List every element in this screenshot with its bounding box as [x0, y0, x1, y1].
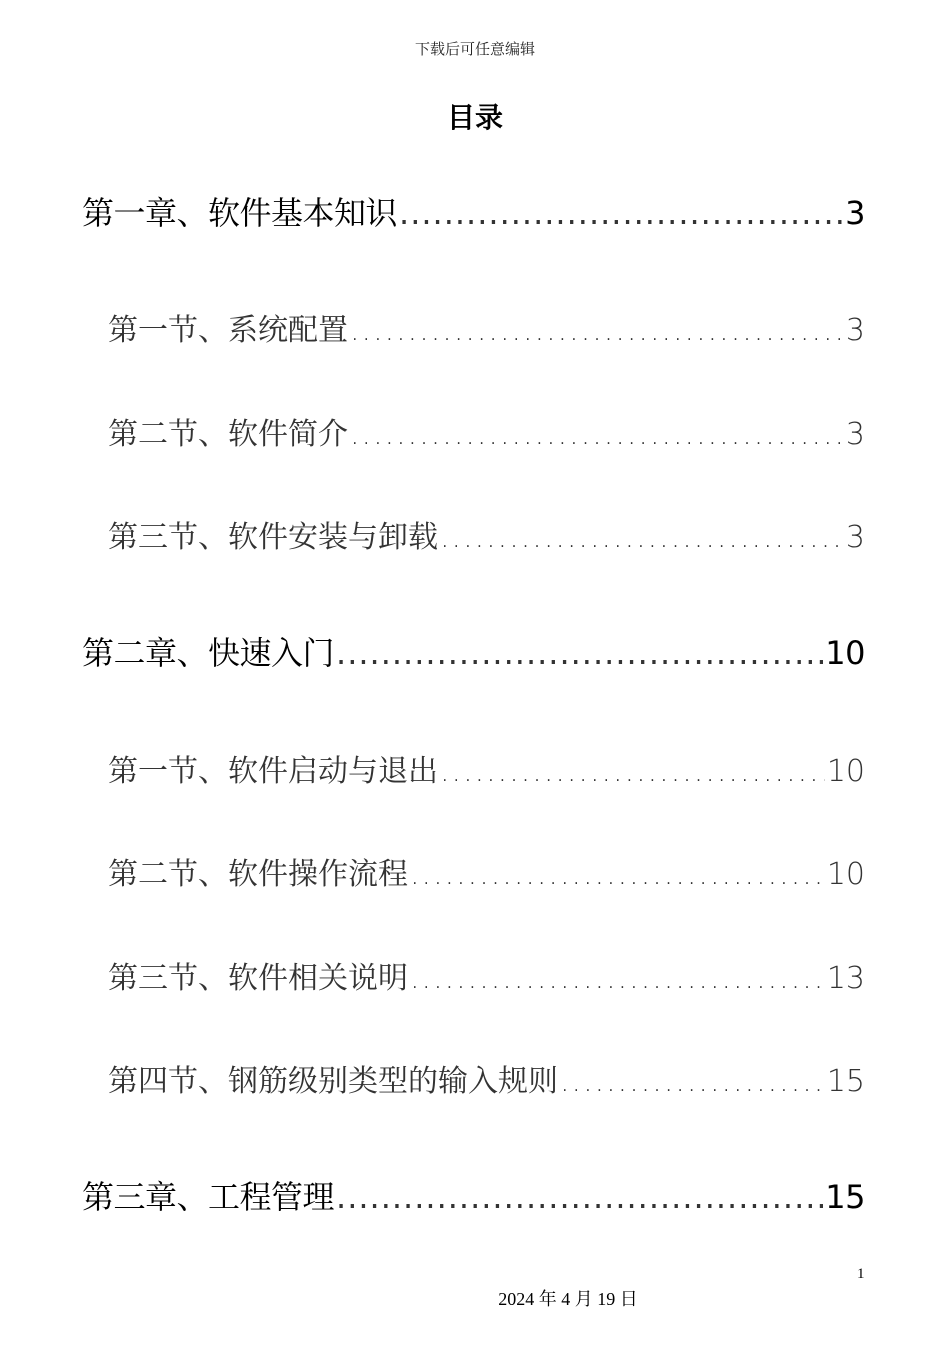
toc-leader-dots [440, 754, 825, 789]
toc-entry-page: 3 [845, 313, 865, 348]
toc-leader-dots [350, 313, 844, 348]
toc-entry-label: 第二节、软件操作流程 [108, 857, 408, 892]
page-number: 1 [857, 1266, 865, 1282]
toc-entry-label: 第二节、软件简介 [108, 417, 348, 452]
toc-title: 目录 [446, 101, 503, 134]
toc-entry-page: 15 [825, 1178, 865, 1216]
toc-entry-chapter-2[interactable] [82, 628, 865, 674]
toc-entry-label: 第三节、软件安装与卸载 [108, 520, 438, 555]
toc-leader-dots [399, 194, 843, 232]
toc-entry-label: 第三节、软件相关说明 [108, 961, 408, 996]
toc-entry-page: 10 [825, 634, 865, 672]
toc-leader-dots [350, 417, 844, 452]
toc-entry-chapter-3[interactable] [82, 1172, 865, 1218]
toc-leader-dots [410, 961, 825, 996]
toc-leader-dots [410, 857, 825, 892]
toc-entry-page: 15 [826, 1064, 865, 1099]
toc-entry-label: 第一节、软件启动与退出 [108, 754, 438, 789]
toc-leader-dots [336, 1178, 823, 1216]
toc-entry-page: 3 [845, 520, 865, 555]
toc-leader-dots [560, 1064, 825, 1099]
toc-entry-page: 3 [845, 417, 865, 452]
toc-entry-page: 13 [826, 961, 865, 996]
toc-entry-label: 第一章、软件基本知识 [82, 194, 398, 232]
header-note: 下载后可任意编辑 [414, 40, 535, 58]
toc-entry-chapter-1[interactable] [82, 188, 865, 234]
toc-entry-section-2-2[interactable] [108, 849, 865, 893]
toc-entry-section-2-1[interactable] [108, 746, 865, 790]
toc-entry-page: 10 [826, 754, 865, 789]
toc-entry-page: 3 [845, 194, 865, 232]
toc-entry-section-1-1[interactable] [108, 305, 865, 349]
toc-entry-section-1-3[interactable] [108, 512, 865, 556]
toc-entry-page: 10 [826, 857, 865, 892]
toc-entry-section-1-2[interactable] [108, 409, 865, 453]
toc-leader-dots [336, 634, 823, 672]
toc-entry-label: 第三章、工程管理 [82, 1178, 335, 1216]
toc-entry-label: 第四节、钢筋级别类型的输入规则 [108, 1064, 558, 1099]
toc-leader-dots [440, 520, 844, 555]
toc-entry-label: 第二章、快速入门 [82, 634, 335, 672]
toc-entry-section-2-3[interactable] [108, 953, 865, 997]
footer-date: 2024 年 4 月 19 日 [498, 1289, 638, 1309]
toc-entry-label: 第一节、系统配置 [108, 313, 348, 348]
toc-entry-section-2-4[interactable] [108, 1056, 865, 1100]
